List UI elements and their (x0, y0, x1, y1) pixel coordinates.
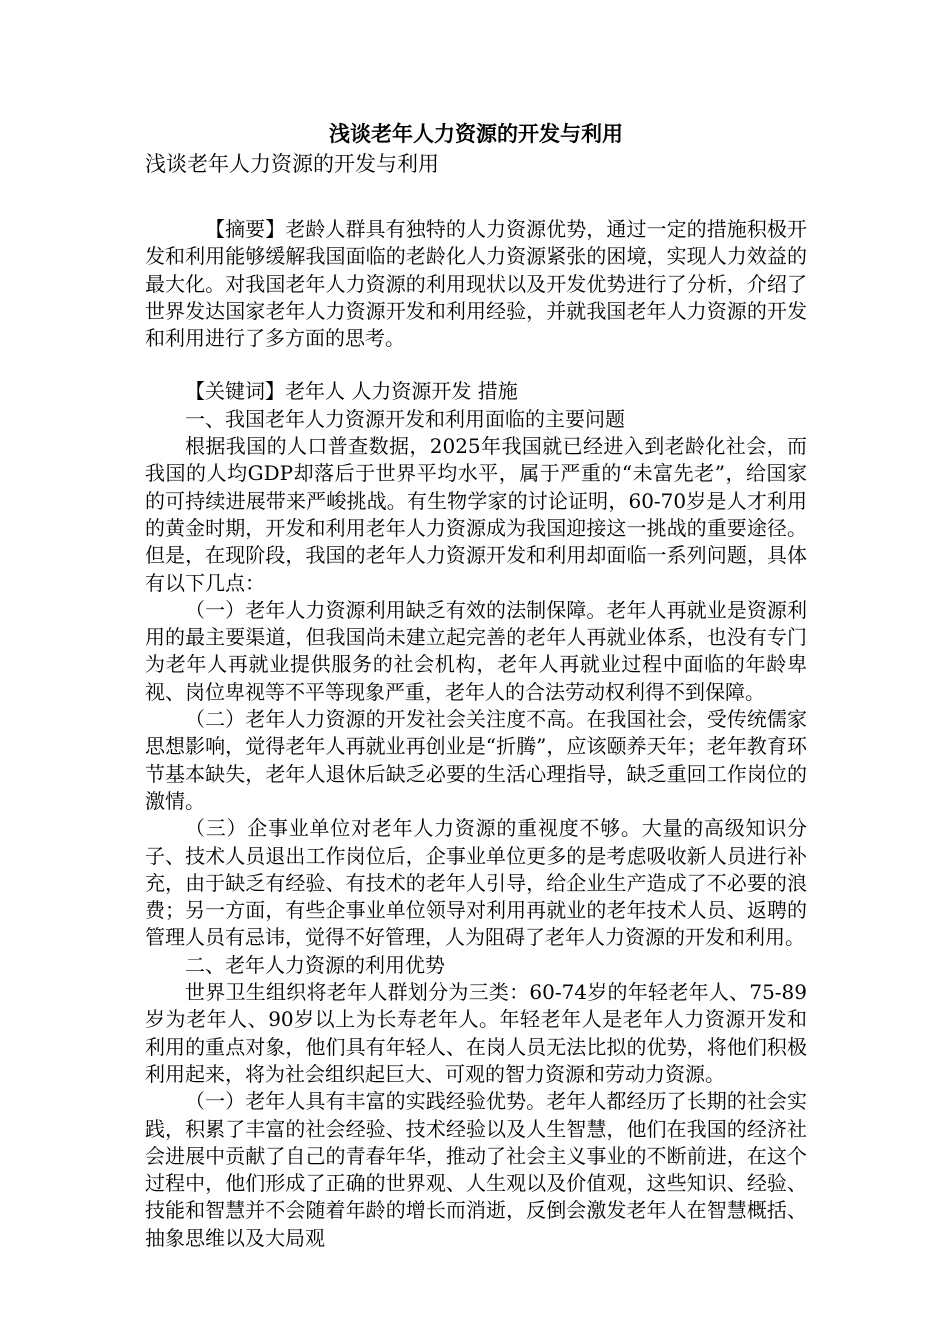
keywords-line: 【关键词】老年人 人力资源开发 措施 (185, 379, 518, 404)
section-2-intro-paragraph: 世界卫生组织将老年人群划分为三类：60-74岁的年轻老年人、75-89岁为老年人、90岁以上为长寿老年人。年轻老年人是老年人力资源开发和利用的重点对象，他们具有年轻人、在岗人员无法比拟的优势，将他们积极利用起来，将为社会组织起巨大、可观的智力资源和劳动力资源。 (145, 980, 807, 1086)
section-1-point-3-paragraph: （三）企事业单位对老年人力资源的重视度不够。大量的高级知识分子、技术人员退出工作岗位后，企事业单位更多的是考虑吸收新人员进行补充，由于缺乏有经验、有技术的老年人引导，给企业生产造成了不必要的浪费；另一方面，有些企事业单位领导对利用再就业的老年技术人员、返聘的管理人员有忌讳，觉得不好管理，人为阻碍了老年人力资源的开发和利用。 (145, 816, 807, 950)
section-1-heading: 一、我国老年人力资源开发和利用面临的主要问题 (185, 406, 625, 431)
section-2-heading: 二、老年人力资源的利用优势 (185, 952, 445, 977)
section-2-point-1-paragraph: （一）老年人具有丰富的实践经验优势。老年人都经历了长期的社会实践，积累了丰富的社会经验、技术经验以及人生智慧，他们在我国的经济社会进展中贡献了自己的青春年华，推动了社会主义事业的不断前进，在这个过程中，他们形成了正确的世界观、人生观以及价值观，这些知识、经验、技能和智慧并不会随着年龄的增长而消逝，反倒会激发老年人在智慧概括、抽象思维以及大局观 (145, 1089, 807, 1250)
section-1-point-2-paragraph: （二）老年人力资源的开发社会关注度不高。在我国社会，受传统儒家思想影响，觉得老年人再就业再创业是“折腾”，应该颐养天年；老年教育环节基本缺失，老年人退休后缺乏必要的生活心理指导，缺乏重回工作岗位的激情。 (145, 707, 807, 813)
section-1-intro-paragraph: 根据我国的人口普查数据，2025年我国就已经进入到老龄化社会，而我国的人均GDP却落后于世界平均水平，属于严重的“未富先老”，给国家的可持续进展带来严峻挑战。有生物学家的讨论证明，60-70岁是人才利用的黄金时期，开发和利用老年人力资源成为我国迎接这一挑战的重要途径。但是，在现阶段，我国的老年人力资源开发和利用却面临一系列问题，具体有以下几点： (145, 434, 807, 595)
abstract-paragraph: 【摘要】老龄人群具有独特的人力资源优势，通过一定的措施积极开发和利用能够缓解我国面临的老龄化人力资源紧张的困境，实现人力效益的最大化。对我国老年人力资源的利用现状以及开发优势进行了分析，介绍了世界发达国家老年人力资源开发和利用经验，并就我国老年人力资源的开发和利用进行了多方面的思考。 (145, 217, 807, 351)
document-subtitle: 浅谈老年人力资源的开发与利用 (145, 152, 439, 176)
document-title: 浅谈老年人力资源的开发与利用 (329, 121, 623, 146)
section-1-point-1-paragraph: （一）老年人力资源利用缺乏有效的法制保障。老年人再就业是资源利用的最主要渠道，但我国尚未建立起完善的老年人再就业体系，也没有专门为老年人再就业提供服务的社会机构，老年人再就业过程中面临的年龄卑视、岗位卑视等不平等现象严重，老年人的合法劳动权利得不到保障。 (145, 597, 807, 704)
document-page (145, 120, 807, 1252)
